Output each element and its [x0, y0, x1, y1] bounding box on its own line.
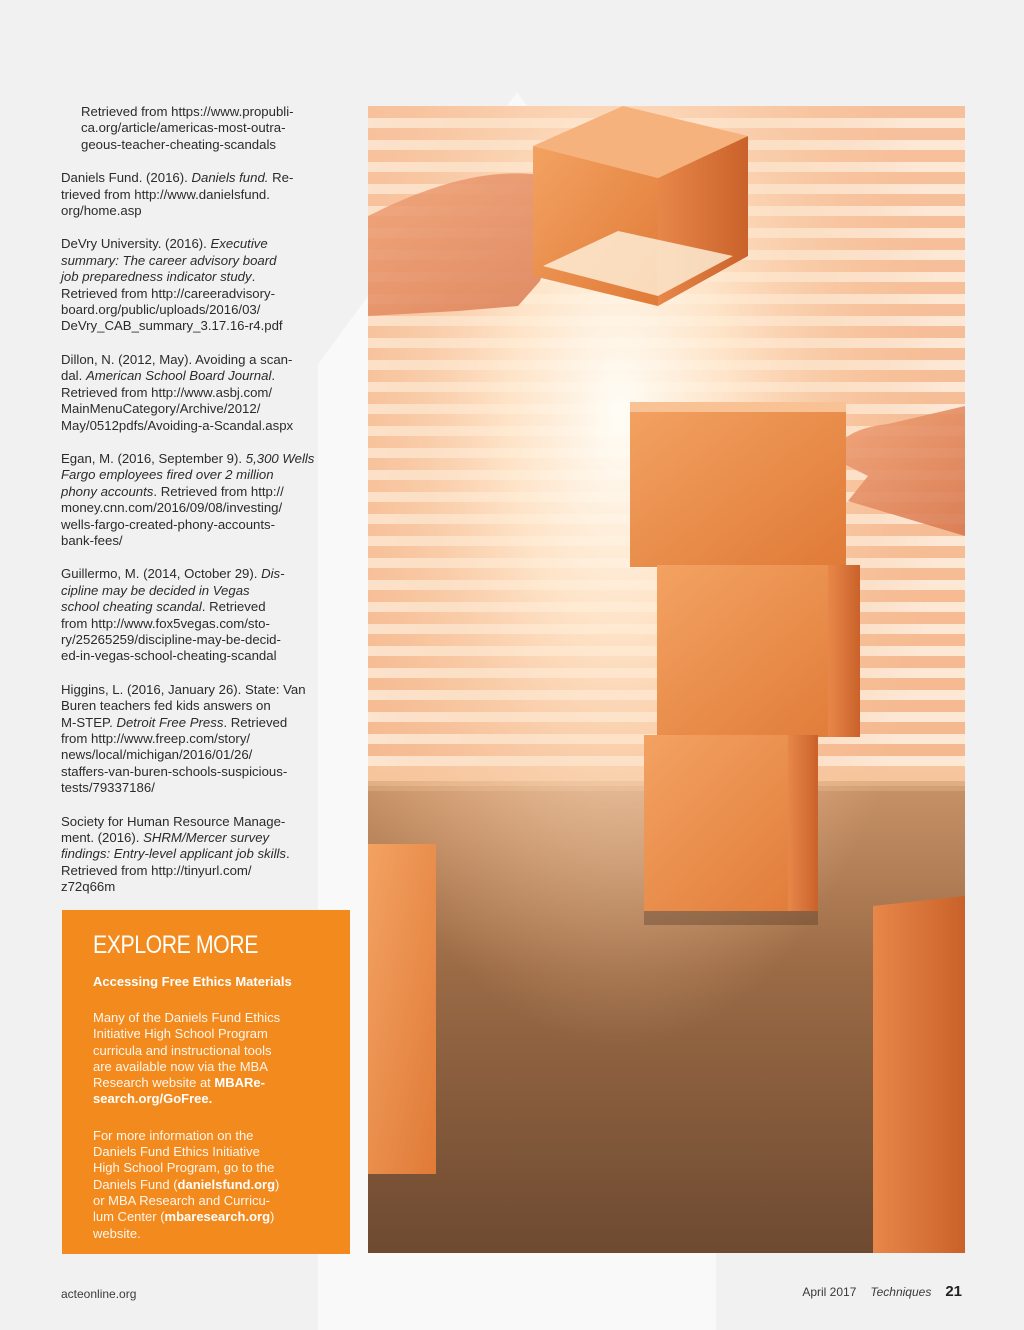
text-line: DeVry University. (2016). Executive	[61, 236, 268, 252]
page-number: 21	[945, 1283, 962, 1300]
text-line: search.org/GoFree.	[93, 1091, 213, 1107]
text-line: z72q66m	[61, 879, 116, 895]
footer-site: acteonline.org	[61, 1287, 137, 1301]
text-line: Higgins, L. (2016, January 26). State: Van	[61, 681, 306, 697]
text-line: staffers-van-buren-schools-suspicious-	[61, 763, 288, 779]
reference-entry	[61, 566, 353, 664]
reference-entry	[61, 682, 353, 797]
text-line: wells-fargo-created-phony-accounts-	[61, 516, 276, 532]
text-line: Retrieved from https://www.propubli-	[81, 104, 294, 119]
text-line: or MBA Research and Curricu-	[93, 1192, 271, 1208]
reference-entry	[61, 352, 353, 434]
text-line: Dillon, N. (2012, May). Avoiding a scan-	[61, 351, 293, 367]
text-line: phony accounts. Retrieved from http://	[61, 483, 284, 499]
text-line: school cheating scandal. Retrieved	[61, 599, 266, 615]
text-line: Retrieved from http://www.asbj.com/	[61, 384, 273, 400]
text-line: ca.org/article/americas-most-outra-	[81, 120, 286, 136]
text-line: ed-in-vegas-school-cheating-scandal	[61, 648, 277, 664]
footer-issue-info	[802, 1283, 962, 1300]
right-side-block	[873, 896, 965, 1253]
explore-more-subheading: Accessing Free Ethics Materials	[93, 974, 292, 989]
text-line: May/0512pdfs/Avoiding-a-Scandal.aspx	[61, 417, 294, 433]
text-line: Initiative High School Program	[93, 1026, 268, 1042]
text-line: dal. American School Board Journal.	[61, 368, 276, 384]
text-line: from http://www.freep.com/story/	[61, 731, 251, 746]
text-line: Daniels Fund (danielsfund.org)	[93, 1176, 280, 1192]
text-line: Retrieved from http://tinyurl.com/	[61, 862, 252, 878]
text-line: Fargo employees fired over 2 million	[61, 467, 274, 483]
reference-entry	[61, 170, 353, 219]
wooden-blocks-photo	[368, 106, 965, 1253]
text-line: money.cnn.com/2016/09/08/investing/	[61, 500, 283, 516]
text-line: cipline may be decided in Vegas	[61, 582, 250, 598]
text-line: For more information on the	[93, 1127, 254, 1143]
reference-entry	[61, 104, 353, 153]
text-line: website.	[93, 1225, 141, 1241]
reference-entry	[61, 236, 353, 334]
text-line: DeVry_CAB_summary_3.17.16-r4.pdf	[61, 318, 283, 334]
reference-entry	[61, 814, 353, 896]
text-line: MainMenuCategory/Archive/2012/	[61, 401, 261, 417]
text-line: High School Program, go to the	[93, 1160, 275, 1176]
text-line: ry/25265259/discipline-may-be-decid-	[61, 631, 281, 647]
explore-paragraph-2	[93, 1128, 319, 1242]
text-line: Many of the Daniels Fund Ethics	[93, 1010, 281, 1025]
text-line: Buren teachers fed kids answers on	[61, 698, 271, 714]
text-line: geous-teacher-cheating-scandals	[81, 136, 276, 152]
text-line: lum Center (mbaresearch.org)	[93, 1209, 275, 1225]
text-line: tests/79337186/	[61, 780, 155, 796]
text-line: Retrieved from http://careeradvisory-	[61, 285, 276, 301]
left-side-block	[368, 844, 436, 1174]
footer-issue-date: April 2017	[802, 1285, 857, 1299]
text-line: Daniels Fund. (2016). Daniels fund. Re-	[61, 170, 294, 186]
text-line: curricula and instructional tools	[93, 1042, 272, 1058]
text-line: summary: The career advisory board	[61, 252, 277, 268]
explore-paragraph-1	[93, 1010, 319, 1108]
text-line: org/home.asp	[61, 203, 142, 219]
text-line: are available now via the MBA	[93, 1058, 268, 1074]
text-line: Society for Human Resource Manage-	[61, 813, 286, 829]
text-line: board.org/public/uploads/2016/03/	[61, 302, 261, 318]
text-line: from http://www.fox5vegas.com/sto-	[61, 615, 270, 631]
footer-magazine-name: Techniques	[870, 1285, 932, 1299]
text-line: bank-fees/	[61, 532, 123, 548]
text-line: Guillermo, M. (2014, October 29). Dis-	[61, 566, 285, 582]
explore-more-sidebar	[62, 910, 350, 1254]
explore-more-heading: EXPLORE MORE	[93, 931, 258, 959]
text-line: Research website at MBARe-	[93, 1075, 265, 1091]
text-line: trieved from http://www.danielsfund.	[61, 186, 270, 202]
text-line: Daniels Fund Ethics Initiative	[93, 1144, 260, 1160]
text-line: findings: Entry-level applicant job skills.	[61, 846, 290, 862]
reference-list	[61, 104, 353, 913]
text-line: M-STEP. Detroit Free Press. Retrieved	[61, 714, 288, 730]
text-line: job preparedness indicator study.	[61, 269, 256, 285]
reference-entry	[61, 451, 353, 549]
text-line: Egan, M. (2016, September 9). 5,300 Wells	[61, 450, 315, 466]
text-line: ment. (2016). SHRM/Mercer survey	[61, 830, 270, 846]
text-line: news/local/michigan/2016/01/26/	[61, 747, 253, 763]
photo-illustration	[368, 106, 965, 1253]
